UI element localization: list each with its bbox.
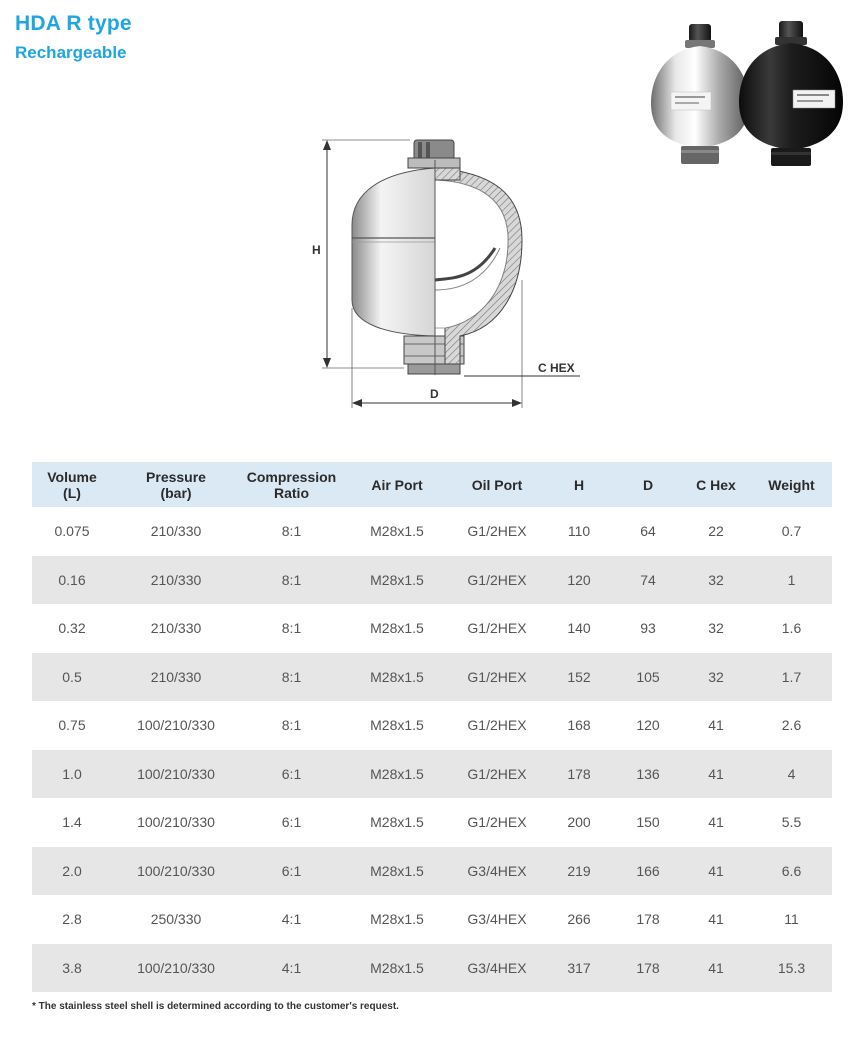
table-cell: 100/210/330 bbox=[112, 701, 240, 750]
table-cell: 120 bbox=[543, 556, 615, 605]
table-cell: 0.075 bbox=[32, 507, 112, 556]
table-cell: 266 bbox=[543, 895, 615, 944]
column-header bbox=[451, 462, 543, 507]
table-cell: 6:1 bbox=[240, 798, 343, 847]
table-cell: 250/330 bbox=[112, 895, 240, 944]
table-cell: M28x1.5 bbox=[343, 895, 451, 944]
page-subtitle: Rechargeable bbox=[15, 43, 127, 62]
table-cell: 4 bbox=[751, 750, 832, 799]
table-cell: 100/210/330 bbox=[112, 944, 240, 993]
table-cell: 317 bbox=[543, 944, 615, 993]
table-cell: 0.5 bbox=[32, 653, 112, 702]
table-cell: 210/330 bbox=[112, 604, 240, 653]
table-cell: 100/210/330 bbox=[112, 847, 240, 896]
table-cell: M28x1.5 bbox=[343, 944, 451, 993]
silver-accumulator bbox=[651, 24, 749, 164]
table-cell: 41 bbox=[681, 701, 751, 750]
column-header-label: H bbox=[573, 476, 585, 493]
table-cell: 110 bbox=[543, 507, 615, 556]
table-cell: 178 bbox=[615, 895, 681, 944]
table-cell: 41 bbox=[681, 895, 751, 944]
column-header bbox=[112, 462, 240, 507]
table-cell: 32 bbox=[681, 604, 751, 653]
table-cell: 3.8 bbox=[32, 944, 112, 993]
table-cell: 74 bbox=[615, 556, 681, 605]
column-header bbox=[543, 462, 615, 507]
column-header-label: Compression bbox=[246, 468, 337, 485]
section-view bbox=[435, 160, 522, 375]
black-accumulator bbox=[739, 21, 843, 166]
table-cell: 2.8 bbox=[32, 895, 112, 944]
table-cell: 210/330 bbox=[112, 556, 240, 605]
table-cell: 64 bbox=[615, 507, 681, 556]
table-cell: 41 bbox=[681, 750, 751, 799]
table-header bbox=[32, 462, 832, 507]
table-cell: M28x1.5 bbox=[343, 847, 451, 896]
table-cell: 120 bbox=[615, 701, 681, 750]
table-cell: G1/2HEX bbox=[451, 701, 543, 750]
table-cell: 8:1 bbox=[240, 701, 343, 750]
column-header bbox=[32, 462, 112, 507]
table-cell: 168 bbox=[543, 701, 615, 750]
product-photo bbox=[645, 18, 850, 176]
table-row bbox=[32, 944, 832, 993]
table-cell: G1/2HEX bbox=[451, 556, 543, 605]
table-cell: 15.3 bbox=[751, 944, 832, 993]
table-cell: G1/2HEX bbox=[451, 798, 543, 847]
page-title: HDA R type bbox=[15, 12, 132, 35]
table-cell: 4:1 bbox=[240, 944, 343, 993]
table-cell: 8:1 bbox=[240, 653, 343, 702]
table-cell: 100/210/330 bbox=[112, 798, 240, 847]
table-cell: 219 bbox=[543, 847, 615, 896]
table-cell: 178 bbox=[543, 750, 615, 799]
table-cell: G3/4HEX bbox=[451, 944, 543, 993]
table-cell: 1.6 bbox=[751, 604, 832, 653]
table-cell: G1/2HEX bbox=[451, 750, 543, 799]
table-row bbox=[32, 798, 832, 847]
table-cell: 178 bbox=[615, 944, 681, 993]
column-header bbox=[240, 462, 343, 507]
table-row bbox=[32, 847, 832, 896]
table-cell: M28x1.5 bbox=[343, 798, 451, 847]
table-cell: 0.32 bbox=[32, 604, 112, 653]
table-cell: 166 bbox=[615, 847, 681, 896]
table-cell: M28x1.5 bbox=[343, 750, 451, 799]
table-cell: M28x1.5 bbox=[343, 507, 451, 556]
table-cell: 0.16 bbox=[32, 556, 112, 605]
table-cell: G3/4HEX bbox=[451, 895, 543, 944]
table-row bbox=[32, 556, 832, 605]
table-cell: 1.4 bbox=[32, 798, 112, 847]
column-header-label: Oil Port bbox=[471, 476, 523, 493]
table-cell: 1.7 bbox=[751, 653, 832, 702]
table-row bbox=[32, 701, 832, 750]
technical-drawing bbox=[300, 130, 600, 415]
table-cell: G1/2HEX bbox=[451, 604, 543, 653]
table-cell: 6:1 bbox=[240, 847, 343, 896]
table-row bbox=[32, 895, 832, 944]
column-header bbox=[615, 462, 681, 507]
table-cell: 210/330 bbox=[112, 653, 240, 702]
table-cell: G3/4HEX bbox=[451, 847, 543, 896]
table-cell: 136 bbox=[615, 750, 681, 799]
table-cell: 0.7 bbox=[751, 507, 832, 556]
table-cell: 210/330 bbox=[112, 507, 240, 556]
spec-table bbox=[32, 462, 832, 992]
column-header-label: Volume bbox=[47, 468, 97, 485]
table-body bbox=[32, 507, 832, 992]
table-cell: 2.0 bbox=[32, 847, 112, 896]
table-cell: M28x1.5 bbox=[343, 604, 451, 653]
column-header bbox=[751, 462, 832, 507]
column-header-unit: (L) bbox=[63, 484, 81, 501]
column-header-label: Weight bbox=[768, 476, 815, 493]
column-header-unit: Ratio bbox=[274, 484, 309, 501]
column-header bbox=[681, 462, 751, 507]
column-header-label: Air Port bbox=[371, 476, 423, 493]
table-cell: M28x1.5 bbox=[343, 653, 451, 702]
table-cell: 6:1 bbox=[240, 750, 343, 799]
table-cell: G1/2HEX bbox=[451, 507, 543, 556]
table-cell: 0.75 bbox=[32, 701, 112, 750]
table-cell: 41 bbox=[681, 798, 751, 847]
table-cell: 6.6 bbox=[751, 847, 832, 896]
label-chex: C HEX bbox=[538, 361, 575, 375]
table-cell: 150 bbox=[615, 798, 681, 847]
table-cell: 152 bbox=[543, 653, 615, 702]
table-cell: M28x1.5 bbox=[343, 701, 451, 750]
table-cell: 41 bbox=[681, 847, 751, 896]
header-row bbox=[32, 462, 832, 507]
column-header-label: D bbox=[642, 476, 654, 493]
table-cell: 93 bbox=[615, 604, 681, 653]
table-cell: 100/210/330 bbox=[112, 750, 240, 799]
table-cell: 200 bbox=[543, 798, 615, 847]
table-cell: M28x1.5 bbox=[343, 556, 451, 605]
table-row bbox=[32, 604, 832, 653]
table-cell: 105 bbox=[615, 653, 681, 702]
label-d: D bbox=[430, 387, 439, 401]
table-cell: 8:1 bbox=[240, 556, 343, 605]
table-cell: 32 bbox=[681, 556, 751, 605]
column-header bbox=[343, 462, 451, 507]
table-cell: 140 bbox=[543, 604, 615, 653]
table-cell: 1 bbox=[751, 556, 832, 605]
table-cell: 41 bbox=[681, 944, 751, 993]
column-header-unit: (bar) bbox=[160, 484, 192, 501]
column-header-label: C Hex bbox=[696, 476, 736, 493]
table-cell: 11 bbox=[751, 895, 832, 944]
label-h: H bbox=[312, 243, 321, 257]
table-cell: G1/2HEX bbox=[451, 653, 543, 702]
table-cell: 4:1 bbox=[240, 895, 343, 944]
table-cell: 8:1 bbox=[240, 604, 343, 653]
table-cell: 32 bbox=[681, 653, 751, 702]
table-row bbox=[32, 750, 832, 799]
table-cell: 5.5 bbox=[751, 798, 832, 847]
table-cell: 22 bbox=[681, 507, 751, 556]
table-cell: 8:1 bbox=[240, 507, 343, 556]
table-row bbox=[32, 507, 832, 556]
column-header-label: Pressure bbox=[146, 468, 206, 485]
table-cell: 2.6 bbox=[751, 701, 832, 750]
table-row bbox=[32, 653, 832, 702]
table-cell: 1.0 bbox=[32, 750, 112, 799]
footnote: * The stainless steel shell is determined according to the customer's request. bbox=[32, 1001, 399, 1012]
